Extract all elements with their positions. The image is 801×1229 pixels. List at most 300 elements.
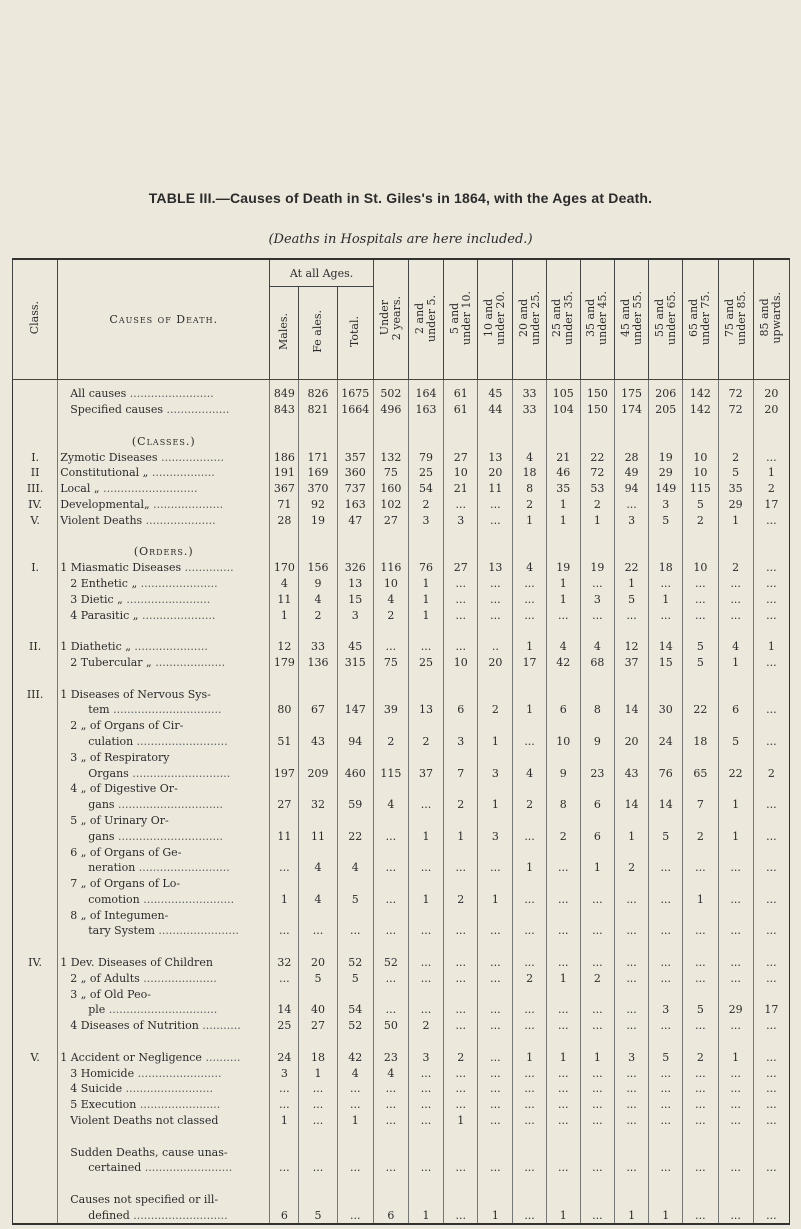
- value-cell: [614, 544, 648, 560]
- value-cell: ...: [478, 497, 513, 513]
- cause-cell: [58, 1018, 270, 1034]
- header-all-ages: At all Ages.: [270, 259, 374, 287]
- value-cell: 52: [373, 955, 408, 971]
- value-cell: [753, 939, 789, 955]
- leader-dots: ..........................: [135, 861, 230, 875]
- value-cell: 1: [408, 1207, 443, 1224]
- value-cell: 1: [270, 607, 299, 623]
- cause-cell: [58, 402, 270, 418]
- value-cell: 19: [580, 560, 614, 576]
- value-cell: [299, 749, 337, 765]
- value-cell: [299, 1144, 337, 1160]
- value-cell: ...: [478, 1018, 513, 1034]
- value-cell: [580, 939, 614, 955]
- value-cell: [546, 686, 580, 702]
- value-cell: 11: [478, 481, 513, 497]
- cause-label: 1 Dev. Diseases of Children: [60, 956, 213, 970]
- value-cell: [614, 418, 648, 434]
- cause-cell: [58, 591, 270, 607]
- table-row: [13, 1113, 790, 1129]
- value-cell: ...: [478, 576, 513, 592]
- value-cell: 5: [649, 828, 683, 844]
- value-cell: ...: [718, 923, 753, 939]
- value-cell: [408, 986, 443, 1002]
- value-cell: [337, 1128, 373, 1144]
- value-cell: 5: [649, 1049, 683, 1065]
- value-cell: 59: [337, 797, 373, 813]
- value-cell: [408, 418, 443, 434]
- value-cell: [683, 939, 718, 955]
- value-cell: [546, 781, 580, 797]
- class-cell: [13, 860, 58, 876]
- value-cell: 18: [513, 465, 546, 481]
- value-cell: ...: [718, 892, 753, 908]
- value-cell: 3: [444, 512, 478, 528]
- cause-label: 2 Tubercular „: [70, 655, 152, 669]
- table-row: [13, 781, 790, 797]
- value-cell: 28: [614, 449, 648, 465]
- value-cell: 22: [614, 560, 648, 576]
- value-cell: [373, 1192, 408, 1208]
- value-cell: ...: [683, 1097, 718, 1113]
- value-cell: 14: [270, 1002, 299, 1018]
- value-cell: 22: [337, 828, 373, 844]
- value-cell: ...: [753, 1113, 789, 1129]
- value-cell: 2: [444, 797, 478, 813]
- value-cell: ...: [683, 955, 718, 971]
- value-cell: 25: [270, 1018, 299, 1034]
- value-cell: ...: [270, 1081, 299, 1097]
- value-cell: [270, 1192, 299, 1208]
- value-cell: 1: [513, 639, 546, 655]
- cause-label: 5 „ of Urinary Or-: [70, 813, 169, 827]
- value-cell: ...: [683, 860, 718, 876]
- value-cell: [718, 939, 753, 955]
- value-cell: ...: [580, 1065, 614, 1081]
- value-cell: 4: [580, 639, 614, 655]
- value-cell: ...: [614, 1113, 648, 1129]
- value-cell: 357: [337, 449, 373, 465]
- value-cell: [718, 781, 753, 797]
- value-cell: ...: [683, 1018, 718, 1034]
- value-cell: ...: [718, 1160, 753, 1176]
- value-cell: [683, 781, 718, 797]
- value-cell: 13: [478, 560, 513, 576]
- value-cell: [614, 939, 648, 955]
- value-cell: ...: [753, 970, 789, 986]
- value-cell: [373, 844, 408, 860]
- class-cell: [13, 544, 58, 560]
- value-cell: [444, 986, 478, 1002]
- value-cell: ...: [546, 1065, 580, 1081]
- class-cell: [13, 418, 58, 434]
- value-cell: 460: [337, 765, 373, 781]
- value-cell: [718, 623, 753, 639]
- value-cell: 150: [580, 380, 614, 402]
- cause-label: Zymotic Diseases: [60, 450, 158, 464]
- value-cell: ...: [270, 860, 299, 876]
- value-cell: ...: [753, 655, 789, 671]
- leader-dots: .......................: [154, 924, 239, 938]
- value-cell: ...: [753, 702, 789, 718]
- value-cell: ...: [683, 1113, 718, 1129]
- value-cell: ...: [753, 1097, 789, 1113]
- table-row: [13, 591, 790, 607]
- leader-dots: ......................: [137, 576, 218, 590]
- value-cell: [478, 844, 513, 860]
- value-cell: [649, 1128, 683, 1144]
- leader-dots: ..................: [148, 466, 215, 480]
- value-cell: [478, 813, 513, 829]
- class-cell: [13, 1113, 58, 1129]
- leader-dots: ........................: [122, 592, 211, 606]
- value-cell: 40: [299, 1002, 337, 1018]
- leader-dots: ....................: [149, 497, 224, 511]
- value-cell: [373, 781, 408, 797]
- value-cell: 1: [614, 828, 648, 844]
- leader-dots: ...............................: [105, 1003, 218, 1017]
- value-cell: ...: [299, 1081, 337, 1097]
- value-cell: 1: [580, 1049, 614, 1065]
- value-cell: 54: [337, 1002, 373, 1018]
- cause-label: 3 „ of Respiratory: [70, 750, 170, 764]
- value-cell: [649, 844, 683, 860]
- value-cell: ...: [649, 1065, 683, 1081]
- value-cell: ...: [580, 892, 614, 908]
- value-cell: [337, 986, 373, 1002]
- value-cell: [299, 1176, 337, 1192]
- value-cell: [478, 433, 513, 449]
- value-cell: [478, 986, 513, 1002]
- value-cell: [718, 528, 753, 544]
- value-cell: ...: [614, 1065, 648, 1081]
- value-cell: 4: [718, 639, 753, 655]
- value-cell: [649, 813, 683, 829]
- value-cell: ...: [373, 892, 408, 908]
- value-cell: [513, 844, 546, 860]
- value-cell: [753, 813, 789, 829]
- value-cell: 47: [337, 512, 373, 528]
- class-cell: V.: [30, 1050, 40, 1064]
- cause-cell: [58, 734, 270, 750]
- value-cell: [649, 1144, 683, 1160]
- value-cell: [270, 907, 299, 923]
- value-cell: 12: [270, 639, 299, 655]
- value-cell: ...: [444, 1081, 478, 1097]
- value-cell: [408, 670, 443, 686]
- value-cell: 1: [444, 1113, 478, 1129]
- class-cell: [13, 591, 58, 607]
- value-cell: ...: [373, 1081, 408, 1097]
- cause-label: Developmental„: [60, 497, 150, 511]
- value-cell: ...: [718, 1207, 753, 1224]
- value-cell: 18: [649, 560, 683, 576]
- value-cell: [753, 686, 789, 702]
- value-cell: 186: [270, 449, 299, 465]
- value-cell: [546, 544, 580, 560]
- value-cell: [546, 749, 580, 765]
- cause-label: 5 Execution: [70, 1098, 137, 1112]
- value-cell: [683, 813, 718, 829]
- value-cell: ...: [614, 1081, 648, 1097]
- value-cell: [373, 1034, 408, 1050]
- value-cell: 206: [649, 380, 683, 402]
- leader-dots: ........................: [134, 1066, 222, 1080]
- value-cell: [444, 844, 478, 860]
- value-cell: 1: [753, 465, 789, 481]
- class-cell: [13, 718, 58, 734]
- value-cell: [478, 781, 513, 797]
- value-cell: [337, 1144, 373, 1160]
- value-cell: ...: [683, 607, 718, 623]
- value-cell: ...: [649, 1113, 683, 1129]
- value-cell: 39: [373, 702, 408, 718]
- value-cell: [649, 718, 683, 734]
- value-cell: [270, 1128, 299, 1144]
- value-cell: [718, 986, 753, 1002]
- value-cell: [718, 418, 753, 434]
- value-cell: [478, 1128, 513, 1144]
- value-cell: [444, 876, 478, 892]
- value-cell: ...: [478, 607, 513, 623]
- cause-label: Local „: [60, 482, 100, 496]
- cause-cell: [58, 560, 270, 576]
- table-row: [13, 544, 790, 560]
- value-cell: ...: [373, 1113, 408, 1129]
- value-cell: ...: [373, 1160, 408, 1176]
- value-cell: [337, 939, 373, 955]
- value-cell: 1: [614, 576, 648, 592]
- value-cell: [408, 718, 443, 734]
- value-cell: [408, 939, 443, 955]
- value-cell: [513, 749, 546, 765]
- table-row: [13, 528, 790, 544]
- value-cell: ...: [444, 576, 478, 592]
- value-cell: 4: [270, 576, 299, 592]
- value-cell: ...: [546, 1081, 580, 1097]
- cause-cell: [58, 828, 270, 844]
- value-cell: 67: [299, 702, 337, 718]
- value-cell: [546, 528, 580, 544]
- cause-cell: [58, 955, 270, 971]
- value-cell: [546, 1034, 580, 1050]
- value-cell: [718, 670, 753, 686]
- value-cell: ...: [270, 923, 299, 939]
- value-cell: [299, 670, 337, 686]
- table-row: [13, 970, 790, 986]
- value-cell: ...: [373, 639, 408, 655]
- value-cell: [478, 686, 513, 702]
- value-cell: ...: [513, 1065, 546, 1081]
- value-cell: 3: [614, 512, 648, 528]
- leader-dots: ........................: [126, 387, 214, 401]
- cause-label: comotion: [88, 892, 140, 906]
- value-cell: ...: [478, 1049, 513, 1065]
- value-cell: 2: [373, 607, 408, 623]
- value-cell: 35: [546, 481, 580, 497]
- leader-dots: .........................: [141, 1161, 233, 1175]
- value-cell: ...: [546, 923, 580, 939]
- table-row: [13, 939, 790, 955]
- cause-cell: [58, 686, 270, 702]
- value-cell: [337, 876, 373, 892]
- value-cell: [614, 813, 648, 829]
- value-cell: [270, 844, 299, 860]
- leader-dots: ...........................: [99, 482, 198, 496]
- class-cell: [13, 607, 58, 623]
- value-cell: 80: [270, 702, 299, 718]
- cause-cell: [58, 1049, 270, 1065]
- leader-dots: ..............................: [114, 829, 223, 843]
- value-cell: 30: [649, 702, 683, 718]
- class-cell: [13, 1207, 58, 1224]
- value-cell: [718, 876, 753, 892]
- value-cell: [373, 1144, 408, 1160]
- value-cell: [373, 670, 408, 686]
- class-cell: [13, 986, 58, 1002]
- value-cell: 2: [444, 892, 478, 908]
- value-cell: [299, 718, 337, 734]
- value-cell: 52: [337, 955, 373, 971]
- value-cell: ...: [649, 955, 683, 971]
- value-cell: 18: [299, 1049, 337, 1065]
- value-cell: [478, 418, 513, 434]
- class-cell: [13, 623, 58, 639]
- value-cell: ...: [513, 1160, 546, 1176]
- value-cell: [546, 433, 580, 449]
- cause-cell: [58, 749, 270, 765]
- value-cell: 6: [718, 702, 753, 718]
- value-cell: [614, 686, 648, 702]
- value-cell: ...: [683, 970, 718, 986]
- value-cell: [408, 544, 443, 560]
- value-cell: [649, 986, 683, 1002]
- cause-cell: [58, 481, 270, 497]
- value-cell: 105: [546, 380, 580, 402]
- value-cell: 9: [299, 576, 337, 592]
- value-cell: ...: [337, 923, 373, 939]
- value-cell: ...: [614, 970, 648, 986]
- value-cell: [337, 749, 373, 765]
- value-cell: [753, 876, 789, 892]
- value-cell: 115: [373, 765, 408, 781]
- value-cell: [513, 718, 546, 734]
- table-row: [13, 1192, 790, 1208]
- value-cell: [753, 544, 789, 560]
- value-cell: ...: [373, 970, 408, 986]
- value-cell: [649, 907, 683, 923]
- value-cell: ...: [478, 1002, 513, 1018]
- value-cell: ...: [718, 607, 753, 623]
- value-cell: 4: [513, 765, 546, 781]
- value-cell: ...: [546, 1160, 580, 1176]
- table-row: [13, 380, 790, 402]
- value-cell: [513, 670, 546, 686]
- value-cell: [546, 939, 580, 955]
- cause-label: 4 Diseases of Nutrition: [70, 1019, 199, 1033]
- leader-dots: .....................: [138, 608, 216, 622]
- class-cell: [13, 813, 58, 829]
- value-cell: [753, 1034, 789, 1050]
- value-cell: 11: [270, 591, 299, 607]
- value-cell: [753, 433, 789, 449]
- table-row: [13, 623, 790, 639]
- value-cell: 20: [753, 380, 789, 402]
- value-cell: 1: [408, 892, 443, 908]
- header-males: Males.: [270, 287, 299, 380]
- value-cell: [408, 433, 443, 449]
- table-row: [13, 512, 790, 528]
- value-cell: [718, 1144, 753, 1160]
- value-cell: 6: [580, 797, 614, 813]
- value-cell: [299, 1128, 337, 1144]
- value-cell: 15: [649, 655, 683, 671]
- table-row: [13, 986, 790, 1002]
- value-cell: [408, 844, 443, 860]
- value-cell: 5: [683, 655, 718, 671]
- value-cell: ...: [718, 1081, 753, 1097]
- cause-cell: [58, 497, 270, 513]
- value-cell: 2: [614, 860, 648, 876]
- cause-label: All causes: [70, 387, 127, 401]
- value-cell: ...: [408, 860, 443, 876]
- cause-label: 6 „ of Organs of Ge-: [70, 845, 182, 859]
- table-row: [13, 560, 790, 576]
- value-cell: 22: [580, 449, 614, 465]
- value-cell: [649, 749, 683, 765]
- cause-label: 1 Miasmatic Diseases: [60, 561, 182, 575]
- value-cell: 14: [614, 702, 648, 718]
- value-cell: 2: [580, 497, 614, 513]
- value-cell: ...: [753, 591, 789, 607]
- table-row: [13, 1034, 790, 1050]
- value-cell: 1: [270, 892, 299, 908]
- value-cell: ...: [753, 892, 789, 908]
- cause-cell: [58, 1081, 270, 1097]
- value-cell: 68: [580, 655, 614, 671]
- table-row: [13, 955, 790, 971]
- value-cell: ...: [478, 860, 513, 876]
- value-cell: 115: [683, 481, 718, 497]
- class-cell: [13, 1002, 58, 1018]
- value-cell: 367: [270, 481, 299, 497]
- value-cell: 1: [649, 591, 683, 607]
- value-cell: ...: [478, 970, 513, 986]
- cause-cell: [58, 528, 270, 544]
- value-cell: ...: [649, 1081, 683, 1097]
- value-cell: 76: [649, 765, 683, 781]
- value-cell: ...: [580, 1160, 614, 1176]
- table-row: [13, 576, 790, 592]
- value-cell: [649, 433, 683, 449]
- value-cell: [337, 623, 373, 639]
- value-cell: ...: [444, 1097, 478, 1113]
- value-cell: 175: [614, 380, 648, 402]
- value-cell: ...: [546, 1097, 580, 1113]
- table-row: [13, 702, 790, 718]
- value-cell: 1: [546, 970, 580, 986]
- class-cell: [13, 797, 58, 813]
- leader-dots: .....................: [139, 971, 217, 985]
- value-cell: [683, 986, 718, 1002]
- cause-label: 3 Homicide: [70, 1066, 135, 1080]
- value-cell: [580, 544, 614, 560]
- value-cell: 42: [546, 655, 580, 671]
- value-cell: ...: [337, 1160, 373, 1176]
- value-cell: 1: [513, 702, 546, 718]
- value-cell: [373, 1128, 408, 1144]
- value-cell: 156: [299, 560, 337, 576]
